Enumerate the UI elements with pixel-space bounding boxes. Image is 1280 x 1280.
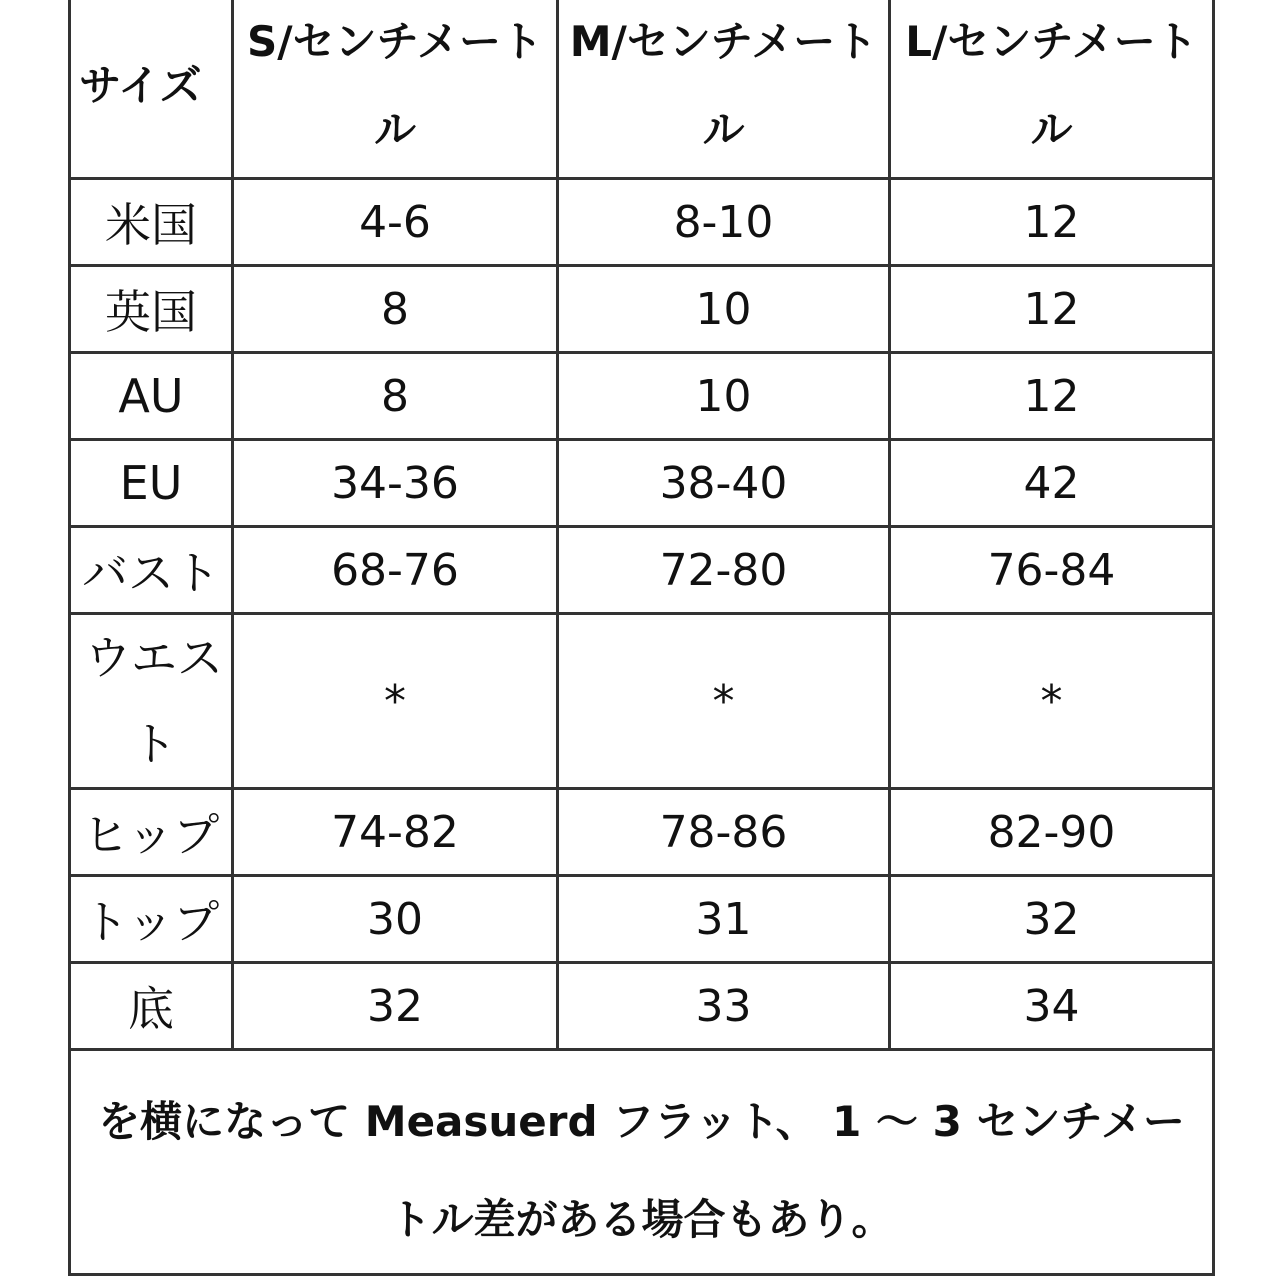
table-row <box>70 179 1214 266</box>
table-row <box>70 266 1214 353</box>
cell-s: 34-36 <box>233 440 558 527</box>
cell-s: 8 <box>233 353 558 440</box>
header-size: サイズ <box>70 0 233 179</box>
measurement-note: を横になって Measuerd フラット、 1 〜 3 センチメートル差がある場合もあり。 <box>70 1050 1214 1275</box>
cell-s: 30 <box>233 876 558 963</box>
cell-m: 10 <box>558 266 890 353</box>
cell-l: 42 <box>890 440 1214 527</box>
row-label: トップ <box>70 876 233 963</box>
table-row <box>70 440 1214 527</box>
cell-l: 12 <box>890 353 1214 440</box>
table-row <box>70 876 1214 963</box>
row-label: EU <box>70 440 233 527</box>
row-label: AU <box>70 353 233 440</box>
cell-s: 32 <box>233 963 558 1050</box>
cell-s: * <box>233 614 558 789</box>
cell-l: 32 <box>890 876 1214 963</box>
cell-s: 4-6 <box>233 179 558 266</box>
table-row <box>70 353 1214 440</box>
cell-l: * <box>890 614 1214 789</box>
cell-m: * <box>558 614 890 789</box>
row-label: 英国 <box>70 266 233 353</box>
row-label: 米国 <box>70 179 233 266</box>
row-label: ヒップ <box>70 789 233 876</box>
header-m-cm: M/センチメートル <box>558 0 890 179</box>
table-row <box>70 527 1214 614</box>
cell-m: 31 <box>558 876 890 963</box>
cell-m: 10 <box>558 353 890 440</box>
note-row <box>70 1050 1214 1275</box>
cell-l: 12 <box>890 266 1214 353</box>
cell-l: 76-84 <box>890 527 1214 614</box>
row-label: バスト <box>70 527 233 614</box>
table-row <box>70 614 1214 789</box>
header-l-cm: L/センチメートル <box>890 0 1214 179</box>
header-s-cm: S/センチメートル <box>233 0 558 179</box>
cell-m: 8-10 <box>558 179 890 266</box>
cell-l: 34 <box>890 963 1214 1050</box>
table-row <box>70 963 1214 1050</box>
cell-s: 68-76 <box>233 527 558 614</box>
cell-l: 12 <box>890 179 1214 266</box>
cell-m: 72-80 <box>558 527 890 614</box>
row-label: ウエスト <box>70 614 233 789</box>
size-chart-table <box>68 0 1215 1276</box>
cell-m: 33 <box>558 963 890 1050</box>
cell-m: 38-40 <box>558 440 890 527</box>
cell-m: 78-86 <box>558 789 890 876</box>
row-label: 底 <box>70 963 233 1050</box>
table-row <box>70 789 1214 876</box>
cell-s: 8 <box>233 266 558 353</box>
cell-l: 82-90 <box>890 789 1214 876</box>
cell-s: 74-82 <box>233 789 558 876</box>
header-row <box>70 0 1214 179</box>
